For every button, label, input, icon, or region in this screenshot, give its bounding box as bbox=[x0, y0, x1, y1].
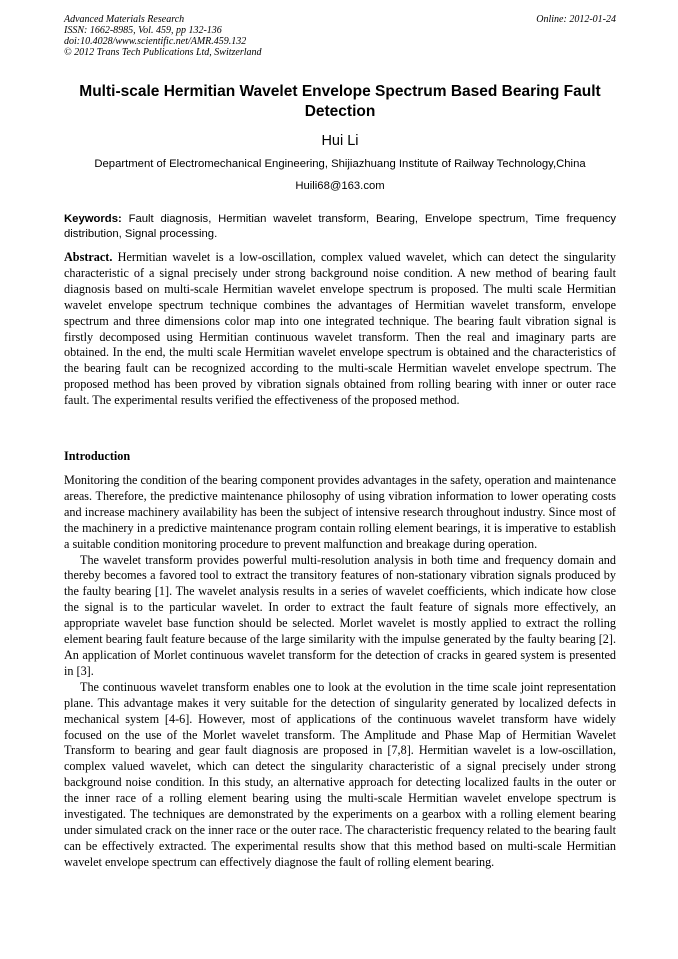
abstract-text: Hermitian wavelet is a low-oscillation, complex valued wavelet, which can detect the singularity characteristic of a signal precisely under strong background noise condition. A new method of bearing fault diagnosis based on multi-scale Hermitian wavelet envelope spectrum is proposed. The multi scale Hermitian wavelet envelope spectrum technique combines the advantages of Hermitian wavelet transform, envelope spectrum and three dimensions color map into one integrated technique. The bearing fault vibration signal is firstly decomposed using Hermitian continuous wavelet transform. Then the real and imaginary parts are obtained. In the end, the multi scale Hermitian wavelet envelope spectrum is obtained and the characteristics of the bearing fault can be recognized according to the multi-scale Hermitian wavelet envelope spectrum. The proposed method has been proved by vibration signals obtained from rolling bearing with inner or outer race fault. The experimental results verified the effectiveness of the proposed method. bbox=[64, 250, 616, 408]
introduction-paragraph-1: Monitoring the condition of the bearing component provides advantages in the safety, operation and maintenance areas. Therefore, the predictive maintenance philosophy of using vibration information to lower operating costs and increase machinery availability has been the subject of intensive research throughout industry. Since most of the machinery in a predictive maintenance program contain rolling element bearings, it is imperative to establish a suitable condition monitoring procedure to prevent malfunction and breakage during operation. bbox=[64, 473, 616, 551]
author-name: Hui Li bbox=[321, 133, 359, 149]
introduction-paragraph-2: The wavelet transform provides powerful multi-resolution analysis in both time and frequency domain and thereby becomes a favored tool to extract the transitory features of non-stationary vibration signals produced by the faulty bearing [1]. The wavelet analysis results in a series of wavelet coefficients, which indicate how close the signal is to the particular wavelet. In order to extract the fault feature of signals more effectively, an appropriate wavelet base function should be selected. Morlet wavelet is mostly applied to extract the rolling element bearing fault feature because of the large similarity with the impulse generated by the faulty bearing [2]. An application of Morlet continuous wavelet transform for the detection of cracks in geared system is presented in [3]. bbox=[64, 552, 616, 678]
issn-line: ISSN: 1662-8985, Vol. 459, pp 132-136 bbox=[64, 25, 222, 36]
doi-line: doi:10.4028/www.scientific.net/AMR.459.132 bbox=[64, 36, 247, 47]
keywords-label: Keywords: bbox=[64, 213, 122, 225]
author-email: Huili68@163.com bbox=[295, 180, 385, 192]
introduction-heading: Introduction bbox=[64, 449, 131, 463]
author-affiliation: Department of Electromechanical Engineering, Shijiazhuang Institute of Railway Technology,China bbox=[94, 158, 586, 170]
keywords-section bbox=[64, 212, 616, 242]
introduction-body bbox=[64, 473, 616, 871]
journal-header bbox=[64, 14, 616, 58]
copyright-line: © 2012 Trans Tech Publications Ltd, Switzerland bbox=[64, 47, 262, 58]
paper-title: Multi-scale Hermitian Wavelet Envelope Spectrum Based Bearing Fault Detection bbox=[79, 83, 601, 120]
online-date: Online: 2012-01-24 bbox=[536, 14, 616, 25]
abstract-section bbox=[64, 250, 616, 409]
abstract-label: Abstract. bbox=[64, 250, 113, 264]
journal-name: Advanced Materials Research bbox=[64, 14, 185, 25]
introduction-paragraph-3: The continuous wavelet transform enables one to look at the evolution in the time scale joint representation plane. This advantage makes it very suitable for the detection of singularity generated by localized defects in mechanical system [4-6]. However, most of applications of the continuous wavelet transform have widely focused on the use of the Morlet wavelet transform. The Amplitude and Phase Map of Hermitian Wavelet Transform to bearing and gear fault diagnosis are proposed in [7,8]. Hermitian wavelet is a low-oscillation, complex valued wavelet, which can detect the singularity characteristic of a signal precisely under strong background noise condition. In this study, an alternative approach for detecting localized faults in the outer or the inner race of a rolling element bearing using the multi-scale Hermitian wavelet envelope spectrum is investigated. The techniques are demonstrated by the experiments on a gearbox with a rolling element bearing under simulated crack on the inner race or the outer race. The characteristic frequency related to the bearing fault can be effectively extracted. The experimental results show that this method based on multi-scale Hermitian wavelet envelope spectrum can effectively diagnose the fault of rolling element bearing. bbox=[64, 679, 616, 869]
keywords-text: Fault diagnosis, Hermitian wavelet transform, Bearing, Envelope spectrum, Time frequency distribution, Signal processing. bbox=[64, 213, 617, 240]
